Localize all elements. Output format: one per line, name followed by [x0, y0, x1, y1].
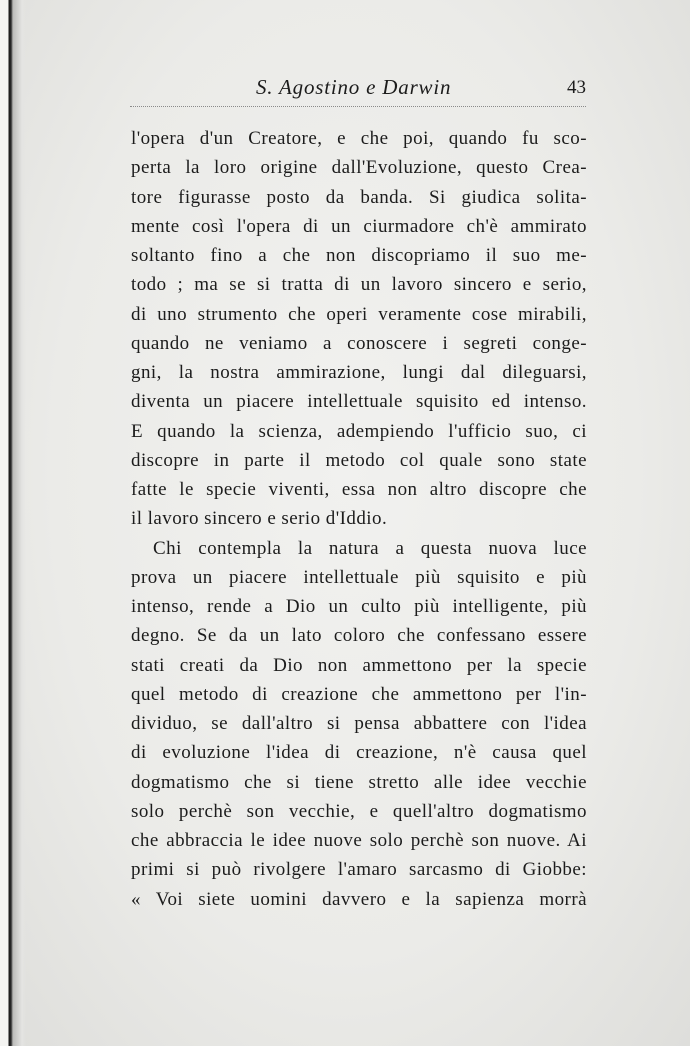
book-binding-edge [0, 0, 26, 1046]
page-number: 43 [567, 77, 586, 98]
text-line: solo perchè son vecchie, e quell'altro dogmatismo [131, 800, 587, 822]
text-line: perta la loro origine dall'Evoluzione, questo Crea- [131, 157, 587, 179]
text-line: di evoluzione l'idea di creazione, n'è causa quel [131, 742, 587, 764]
text-line: E quando la scienza, adempiendo l'ufficio suo, ci [131, 420, 587, 442]
text-line: quando ne veniamo a conoscere i segreti conge- [131, 332, 587, 354]
body-text [131, 124, 587, 914]
text-line: di uno strumento che operi veramente cose mirabili, [131, 303, 587, 325]
text-line: il lavoro sincero e serio d'Iddio. [131, 508, 388, 530]
header-rule [130, 106, 586, 107]
text-line: intenso, rende a Dio un culto più intelligente, più [131, 596, 587, 617]
text-line: dividuo, se dall'altro si pensa abbattere con l'idea [131, 713, 587, 734]
text-line: mente così l'opera di un ciurmadore ch'è ammirato [131, 215, 587, 237]
text-line: prova un piacere intellettuale più squisito e più [131, 566, 587, 588]
text-line: l'opera d'un Creatore, e che poi, quando fu sco- [131, 128, 587, 149]
text-line: stati creati da Dio non ammettono per la specie [131, 654, 587, 676]
text-line: dogmatismo che si tiene stretto alle idee vecchie [131, 771, 587, 793]
text-line: tore figurasse posto da banda. Si giudica solita- [131, 186, 587, 208]
text-line: « Voi siete uomini davvero e la sapienza morrà [131, 888, 587, 910]
text-line: primi si può rivolgere l'amaro sarcasmo di Giobbe: [131, 859, 587, 881]
text-line: todo ; ma se si tratta di un lavoro sincero e serio, [131, 274, 587, 296]
text-line: Chi contempla la natura a questa nuova luce [153, 537, 587, 559]
text-line: gni, la nostra ammirazione, lungi dal dileguarsi, [131, 362, 587, 383]
running-title: S. Agostino e Darwin [256, 75, 452, 99]
text-line: discopre in parte il metodo col quale sono state [131, 449, 587, 471]
text-line: diventa un piacere intellettuale squisito ed intenso. [131, 391, 587, 413]
paragraph-1 [131, 124, 587, 534]
text-line: soltanto fino a che non discopriamo il suo me- [131, 245, 587, 266]
paragraph-2 [131, 534, 587, 914]
text-line: fatte le specie viventi, essa non altro discopre che [131, 479, 587, 500]
text-line: degno. Se da un lato coloro che confessano essere [131, 625, 587, 647]
text-line: che abbraccia le idee nuove solo perchè son nuove. Ai [131, 830, 587, 851]
page-header [130, 72, 590, 106]
text-line: quel metodo di creazione che ammettono per l'in- [131, 683, 587, 705]
